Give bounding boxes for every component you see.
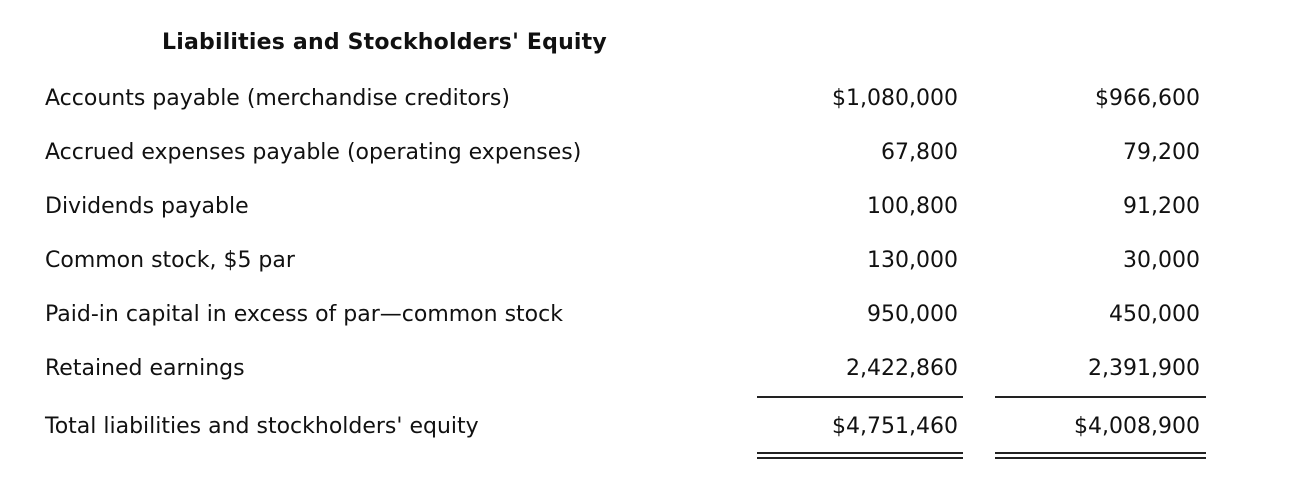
- subtotal-rule-col2: [995, 396, 1206, 398]
- row-label: Accrued expenses payable (operating expenses): [45, 140, 582, 165]
- row-value-col1: 950,000: [867, 302, 958, 327]
- row-value-col2: 450,000: [1109, 302, 1200, 327]
- row-value-col2: 2,391,900: [1088, 356, 1200, 381]
- row-label: Dividends payable: [45, 194, 249, 219]
- table-row: [0, 244, 1310, 278]
- row-label: Common stock, $5 par: [45, 248, 295, 273]
- row-value-col1: $1,080,000: [832, 86, 958, 111]
- table-row: [0, 136, 1310, 170]
- row-label: Accounts payable (merchandise creditors): [45, 86, 510, 111]
- row-value-col2: $966,600: [1095, 86, 1200, 111]
- subtotal-rule-col1: [757, 396, 963, 398]
- total-value-col1: $4,751,460: [832, 414, 958, 439]
- row-value-col1: 67,800: [881, 140, 958, 165]
- total-double-rule-bottom-col1: [757, 457, 963, 459]
- row-value-col1: 100,800: [867, 194, 958, 219]
- total-label: Total liabilities and stockholders' equity: [45, 414, 479, 439]
- row-value-col1: 2,422,860: [846, 356, 958, 381]
- row-label: Retained earnings: [45, 356, 245, 381]
- row-value-col1: 130,000: [867, 248, 958, 273]
- row-value-col2: 30,000: [1123, 248, 1200, 273]
- table-row: [0, 352, 1310, 386]
- table-row: [0, 190, 1310, 224]
- table-row: [0, 298, 1310, 332]
- total-double-rule-bottom-col2: [995, 457, 1206, 459]
- row-value-col2: 91,200: [1123, 194, 1200, 219]
- row-label: Paid-in capital in excess of par—common stock: [45, 302, 563, 327]
- total-row: [0, 410, 1310, 444]
- total-double-rule-top-col1: [757, 452, 963, 454]
- table-row: [0, 82, 1310, 116]
- section-heading: Liabilities and Stockholders' Equity: [162, 30, 607, 55]
- total-double-rule-top-col2: [995, 452, 1206, 454]
- row-value-col2: 79,200: [1123, 140, 1200, 165]
- total-value-col2: $4,008,900: [1074, 414, 1200, 439]
